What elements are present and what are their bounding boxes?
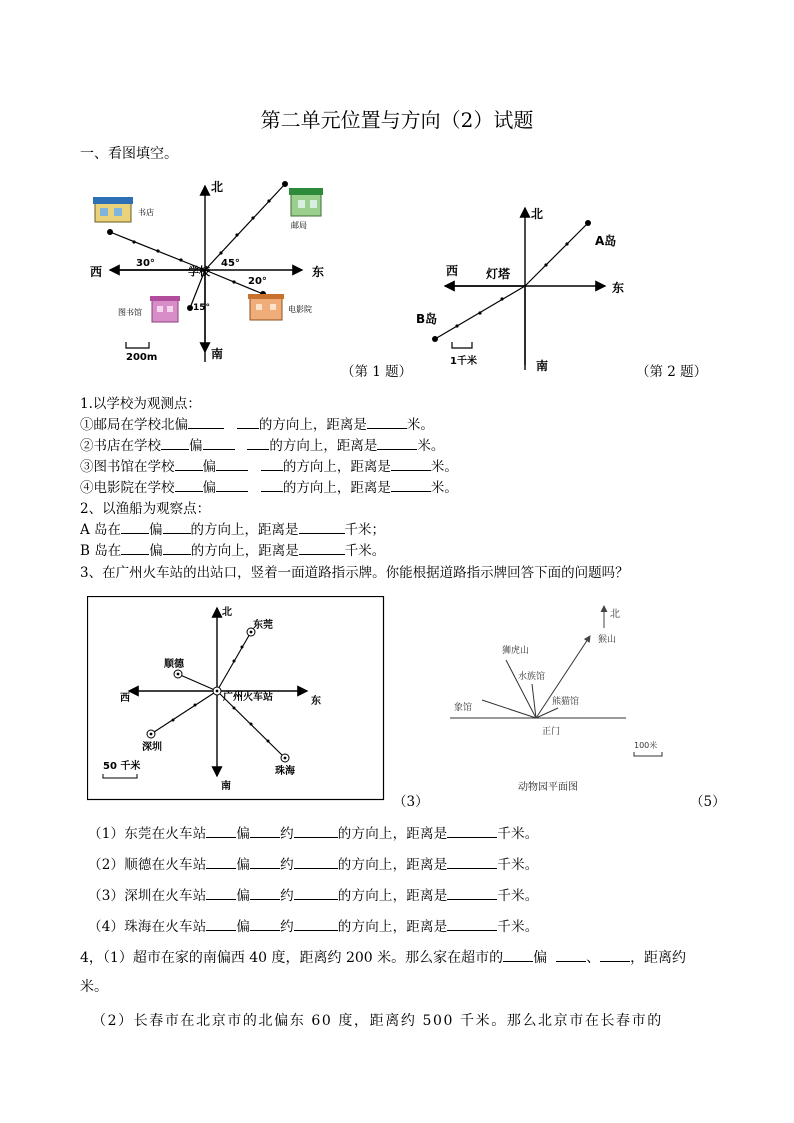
figure-3-caption: （3） [393, 794, 429, 810]
figure-5-caption: （5） [690, 794, 726, 810]
bookstore-label: 书店 [138, 208, 154, 217]
panda-label: 熊猫馆 [552, 697, 580, 707]
q1-line-2: ②书店在学校 偏 的方向上，距离是 米。 [80, 438, 445, 454]
island-a-label: A岛 [595, 234, 617, 248]
ray-post-office [205, 184, 285, 270]
scale-bar [126, 342, 149, 348]
west-label: 西 [120, 693, 130, 704]
figure-2-caption: （第 2 题） [636, 364, 708, 380]
south-label: 南 [211, 347, 224, 361]
cinema-label: 电影院 [288, 305, 312, 314]
post-office-icon [289, 188, 323, 216]
q3-line-1: （1）东莞在火车站 偏 约 的方向上，距离是 千米。 [88, 826, 539, 842]
scale-label: 200m [126, 352, 158, 363]
south-label: 南 [536, 359, 549, 373]
scale-bar [634, 752, 662, 756]
figure-3-guangzhou-map [87, 596, 385, 801]
east-label: 东 [612, 281, 625, 295]
west-label: 西 [90, 265, 103, 279]
ray-shunde [178, 674, 217, 691]
center-label: 广州火车站 [223, 692, 273, 703]
south-label: 南 [221, 781, 231, 792]
library-icon [150, 296, 180, 322]
q1-line-4: ④电影院在学校 偏 的方向上，距离是 米。 [80, 480, 458, 496]
ray-island-a [525, 223, 588, 286]
east-label: 东 [312, 265, 325, 279]
ray-aquarium [532, 684, 536, 718]
bookstore-icon [93, 197, 133, 222]
q2-line-2: B 岛在 偏 的方向上，距离是 千米。 [80, 543, 386, 559]
scale-label: 50 千米 [103, 761, 141, 772]
figure-2-lighthouse-map [410, 200, 640, 380]
angle-nw: 30° [136, 258, 155, 269]
q1-intro: 1.以学校为观测点： [80, 396, 201, 412]
island-b-label: B岛 [416, 312, 438, 326]
tiger-label: 狮虎山 [502, 646, 530, 656]
dongguan-label: 东莞 [253, 620, 273, 631]
shunde-label: 顺德 [164, 659, 184, 670]
angle-se: 20° [248, 276, 267, 287]
q4-part1: 4，（1）超市在家的南偏西 40 度，距离约 200 米。那么家在超市的 偏 、 ，距离约 [80, 950, 687, 966]
section-heading: 一、看图填空。 [80, 146, 178, 162]
east-label: 东 [311, 696, 321, 707]
scale-label: 1千米 [450, 356, 477, 367]
figure-5-zoo-map [430, 600, 700, 800]
north-label: 北 [531, 207, 544, 221]
angle-sw: 15° [193, 303, 211, 313]
q3-line-2: （2）顺德在火车站 偏 约 的方向上，距离是 千米。 [88, 857, 539, 873]
q3-intro: 3、在广州火车站的出站口，竖着一面道路指示牌。你能根据道路指示牌回答下面的问题吗？ [80, 565, 629, 581]
aquarium-label: 水族馆 [518, 672, 546, 682]
north-label: 北 [610, 609, 620, 620]
cinema-icon [248, 294, 284, 320]
shenzhen-label: 深圳 [142, 742, 162, 753]
q2-line-1: A 岛在 偏 的方向上，距离是 千米； [80, 522, 386, 538]
q1-line-1: ①邮局在学校北偏 的方向上，距离是 米。 [80, 417, 434, 433]
zhuhai-label: 珠海 [275, 766, 295, 777]
angle-ne: 45° [221, 258, 240, 269]
page-title: 第二单元位置与方向（2）试题 [260, 108, 534, 132]
post-office-label: 邮局 [291, 221, 307, 230]
q1-line-3: ③图书馆在学校 偏 的方向上，距离是 米。 [80, 459, 458, 475]
gate-label: 正门 [542, 727, 561, 737]
north-label: 北 [222, 607, 232, 618]
q2-intro: 2、以渔船为观察点： [80, 501, 211, 517]
north-label: 北 [211, 180, 224, 194]
scale-bar [452, 342, 472, 348]
figure-1-school-map [80, 172, 413, 382]
zoo-subtitle: 动物园平面图 [518, 782, 578, 793]
figure-1-caption: （第 1 题） [341, 364, 413, 380]
ray-shenzhen [151, 691, 217, 734]
elephant-label: 象馆 [454, 703, 473, 713]
scale-bar [103, 774, 137, 778]
q3-line-4: （4）珠海在火车站 偏 约 的方向上，距离是 千米。 [88, 919, 539, 935]
scale-label: 100米 [634, 741, 658, 750]
west-label: 西 [446, 264, 459, 278]
center-label: 学校 [188, 265, 210, 278]
q4-part2: （2）长春市在北京市的北偏东 60 度，距离约 500 千米。那么北京市在长春市的 [92, 1013, 663, 1029]
q3-line-3: （3）深圳在火车站 偏 约 的方向上，距离是 千米。 [88, 888, 539, 904]
center-label: 灯塔 [486, 267, 511, 281]
q4-part1-end: 米。 [80, 979, 108, 995]
monkey-label: 猴山 [598, 635, 617, 645]
library-label: 图书馆 [118, 308, 142, 317]
